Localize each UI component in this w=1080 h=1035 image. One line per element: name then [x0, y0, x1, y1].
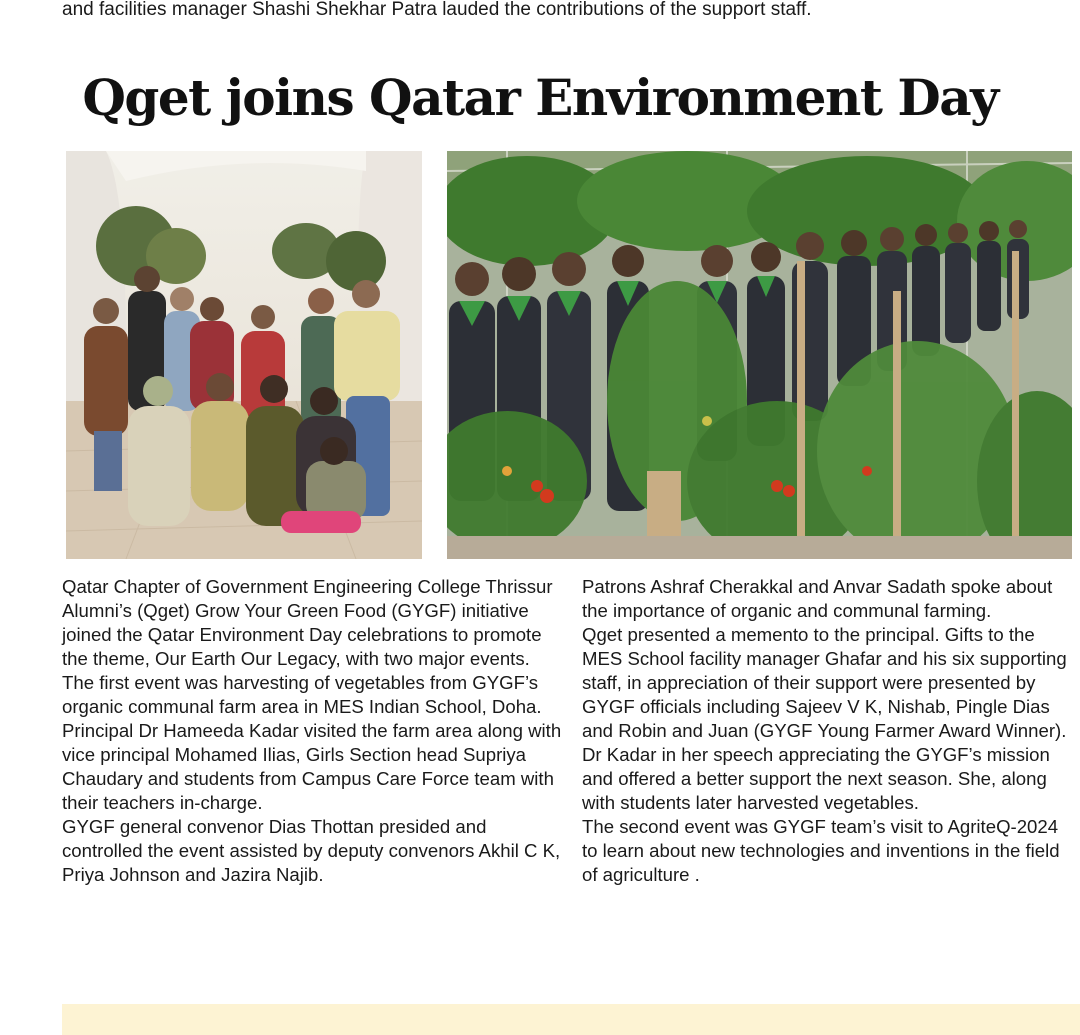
paragraph: Dr Kadar in her speech appreciating the GYGF’s mission and offered a better support the next season. She, along with students later harvested vegetables.	[582, 744, 1050, 813]
paragraph: Principal Dr Hameeda Kadar visited the farm area along with vice principal Mohamed Ilias, Girls Section head Supriya Chaudary and students from Campus Care Force team with their teachers in-charge.	[62, 720, 562, 813]
previous-article-tail: and facilities manager Shashi Shekhar Patra lauded the contributions of the support staff.	[62, 0, 812, 20]
group-photo	[66, 151, 422, 559]
article-headline: Qget joins Qatar Environment Day	[82, 68, 998, 127]
paragraph: The first event was harvesting of vegetables from GYGF’s organic communal farm area in MES Indian School, Doha.	[62, 672, 542, 717]
paragraph: Patrons Ashraf Cherakkal and Anvar Sadath spoke about the importance of organic and communal farming.	[582, 576, 1053, 621]
next-section-band	[62, 1004, 1080, 1035]
paragraph: Qatar Chapter of Government Engineering College Thrissur Alumni’s (Qget) Grow Your Green Food (GYGF) initiative joined the Qatar Environment Day celebrations to promote the theme, Our Earth Our Legacy, with two major events.	[62, 576, 553, 669]
article-column-right	[582, 575, 1077, 887]
students-greenhouse-photo	[447, 151, 1072, 559]
paragraph: The second event was GYGF team’s visit to AgriteQ-2024 to learn about new technologies and inventions in the field of agriculture .	[582, 816, 1060, 885]
group-photo-icon	[66, 151, 422, 559]
article-column-left	[62, 575, 562, 887]
paragraph: Qget presented a memento to the principal. Gifts to the MES School facility manager Ghafar and his six supporting staff, in appreciation of their support were presented by GYGF officials including Sajeev V K, Nishab, Pingle Dias and Robin and Juan (GYGF Young Farmer Award Winner).	[582, 624, 1067, 741]
students-greenhouse-photo-icon	[447, 151, 1072, 559]
paragraph: GYGF general convenor Dias Thottan presided and controlled the event assisted by deputy convenors Akhil C K, Priya Johnson and Jazira Najib.	[62, 816, 561, 885]
